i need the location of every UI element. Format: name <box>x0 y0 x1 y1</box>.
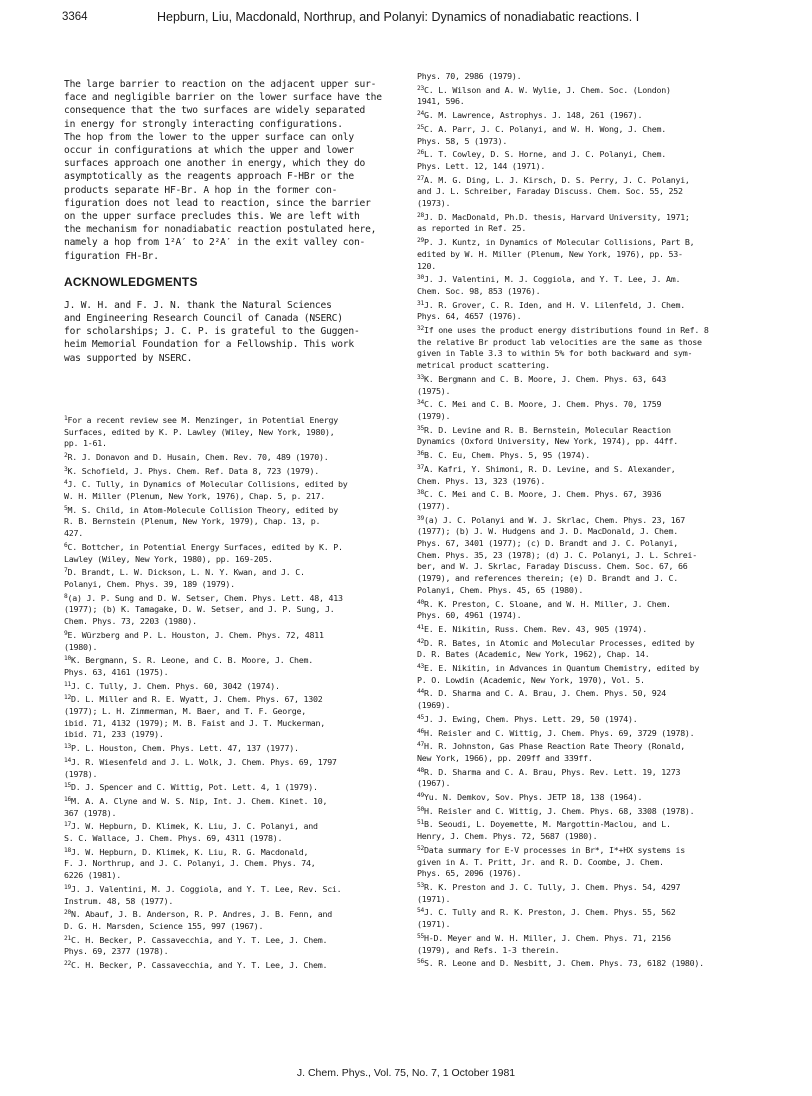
reference-text: J. D. MacDonald, Ph.D. thesis, Harvard University, 1971; as reported in Ref. 25. <box>417 211 690 234</box>
reference-item <box>64 794 396 819</box>
reference-number: 49 <box>417 792 424 800</box>
reference-text: K. Schofield, J. Phys. Chem. Ref. Data 8, 723 (1979). <box>67 465 319 476</box>
reference-item <box>417 880 752 905</box>
reference-item <box>417 622 752 636</box>
reference-text: R. K. Preston and J. C. Tully, J. Chem. Phys. 54, 4297 (1971). <box>417 882 681 904</box>
reference-item <box>417 765 752 790</box>
reference-item <box>417 108 752 122</box>
reference-number: 10 <box>64 655 71 663</box>
reference-number: 24 <box>417 110 424 118</box>
reference-text: J. J. Valentini, M. J. Coggiola, and Y. T. Lee, Rev. Sci. Instrum. 48, 58 (1977). <box>64 883 342 906</box>
reference-item <box>64 755 396 780</box>
reference-item <box>417 956 752 970</box>
reference-number: 17 <box>64 821 71 829</box>
reference-item <box>417 462 752 487</box>
reference-text: C. C. Mei and C. B. Moore, J. Chem. Phys. 70, 1759 (1979). <box>417 399 662 421</box>
reference-number: 42 <box>417 637 424 645</box>
reference-text: E. Würzberg and P. L. Houston, J. Chem. Phys. 72, 4811 (1980). <box>64 629 324 652</box>
reference-item <box>64 933 396 958</box>
reference-item <box>417 122 752 147</box>
reference-number: 29 <box>417 237 424 245</box>
reference-number: 43 <box>417 663 424 671</box>
reference-text: H. R. Johnston, Gas Phase Reaction Rate Theory (Ronald, New York, 1966), pp. 209ff and 339ff. <box>417 741 685 763</box>
reference-number: 30 <box>417 274 424 282</box>
reference-text: J. R. Wiesenfeld and J. L. Wolk, J. Chem. Phys. 69, 1797 (1978). <box>64 756 337 779</box>
reference-item <box>417 739 752 764</box>
reference-number: 36 <box>417 450 424 458</box>
reference-text: C. H. Becker, P. Cassavecchia, and Y. T. Lee, J. Chem. <box>70 960 328 971</box>
reference-item <box>417 931 752 956</box>
reference-number: 54 <box>417 907 424 915</box>
reference-number: 26 <box>417 149 424 157</box>
reference-text: J. C. Tully, J. Chem. Phys. 60, 3042 (1974). <box>70 680 280 691</box>
reference-text: K. Bergmann and C. B. Moore, J. Chem. Phys. 63, 643 (1975). <box>417 373 666 396</box>
reference-item <box>64 882 396 907</box>
reference-text: B. Seoudi, L. Doyemette, M. Margottin-Maclou, and L. Henry, J. Chem. Phys. 72, 5687 (1980). <box>417 819 671 842</box>
reference-number: 38 <box>417 489 424 497</box>
running-title: Hepburn, Liu, Macdonald, Northrup, and Polanyi: Dynamics of nonadiabatic reactions. I <box>157 10 640 24</box>
reference-text: R. D. Sharma and C. A. Brau, Phys. Rev. Lett. 19, 1273 (1967). <box>417 766 681 789</box>
reference-item <box>64 679 396 693</box>
reference-item <box>417 147 752 172</box>
reference-item <box>417 272 752 297</box>
reference-text: Yu. N. Demkov, Sov. Phys. JETP 18, 138 (1964). <box>423 792 643 803</box>
reference-number: 44 <box>417 688 424 696</box>
reference-number: 25 <box>417 123 424 131</box>
reference-text: If one uses the product energy distributions found in Ref. 8 the relative Br product lab velocities are the same as those given in Table 3.3 to within 5% for both backward and sym- metrical product scattering. <box>417 325 709 371</box>
reference-number: 20 <box>64 909 71 917</box>
journal-citation: J. Chem. Phys., Vol. 75, No. 7, 1 October 1981 <box>296 1067 516 1079</box>
reference-item <box>417 686 752 711</box>
reference-text: S. R. Leone and D. Nesbitt, J. Chem. Phys. 73, 6182 (1980). <box>423 958 704 969</box>
reference-item <box>64 503 396 540</box>
reference-number: 56 <box>417 958 424 966</box>
reference-item <box>64 540 396 565</box>
reference-item <box>417 298 752 323</box>
reference-text: Phys. 70, 2986 (1979). <box>417 71 522 81</box>
reference-item <box>417 636 752 661</box>
reference-item <box>417 69 752 83</box>
reference-text: D. L. Miller and R. E. Wyatt, J. Chem. Phys. 67, 1302 (1977); L. H. Zimmerman, M. Baer, and T. F. George, ibid. 71, 4132 (1979); M. B. Faist and J. T. Muckerman, ibid. 71, 233 (1979). <box>64 694 325 740</box>
reference-text: D. Brandt, L. W. Dickson, L. N. Y. Kwan, and J. C. Polanyi, Chem. Phys. 39, 189 (1979). <box>64 567 305 589</box>
body-text <box>64 78 396 263</box>
reference-item <box>417 210 752 235</box>
reference-number: 32 <box>417 325 424 333</box>
reference-number: 11 <box>64 680 71 688</box>
reference-number: 50 <box>417 805 424 813</box>
reference-text: H-D. Meyer and W. H. Miller, J. Chem. Phys. 71, 2156 (1979), and Refs. 1-3 therein. <box>417 932 671 955</box>
reference-item <box>417 905 752 930</box>
reference-text: R. D. Sharma and C. A. Brau, J. Chem. Phys. 50, 924 (1969). <box>417 688 666 711</box>
reference-number: 23 <box>417 84 424 92</box>
reference-text: For a recent review see M. Menzinger, in Potential Energy Surfaces, edited by K. P. Lawley (Wiley, New York, 1980), pp. 1-61. <box>64 414 338 449</box>
reference-item <box>64 628 396 653</box>
reference-item <box>64 907 396 932</box>
page-number: 3364 <box>62 11 88 23</box>
reference-number: 7 <box>64 567 68 575</box>
left-column <box>64 78 396 972</box>
page-header <box>62 11 762 29</box>
reference-item <box>417 817 752 842</box>
reference-text: E. E. Nikitin, Russ. Chem. Rev. 43, 905 (1974). <box>423 623 647 634</box>
reference-number: 4 <box>64 479 68 487</box>
reference-item <box>64 450 396 464</box>
reference-text: P. L. Houston, Chem. Phys. Lett. 47, 137 (1977). <box>70 743 299 754</box>
reference-text: M. A. A. Clyne and W. S. Nip, Int. J. Chem. Kinet. 10, 367 (1978). <box>64 795 328 818</box>
reference-text: A. M. G. Ding, L. J. Kirsch, D. S. Perry, J. C. Polanyi, and J. L. Schreiber, Faraday Discuss. Chem. Soc. 55, 252 (1973). <box>417 174 690 209</box>
reference-number: 45 <box>417 713 424 721</box>
reference-number: 5 <box>64 504 68 512</box>
reference-item <box>417 661 752 686</box>
reference-number: 47 <box>417 741 424 749</box>
reference-number: 14 <box>64 756 71 764</box>
reference-number: 28 <box>417 211 424 219</box>
reference-item <box>417 712 752 726</box>
reference-item <box>64 692 396 741</box>
reference-number: 13 <box>64 743 71 751</box>
right-column <box>417 69 752 970</box>
reference-text: B. C. Eu, Chem. Phys. 5, 95 (1974). <box>423 450 591 461</box>
reference-text: D. J. Spencer and C. Wittig, Pot. Lett. 4, 1 (1979). <box>70 782 318 793</box>
reference-number: 46 <box>417 727 424 735</box>
reference-number: 22 <box>64 960 71 968</box>
reference-number: 34 <box>417 399 424 407</box>
reference-text: G. M. Lawrence, Astrophys. J. 148, 261 (1967). <box>423 110 643 121</box>
reference-number: 16 <box>64 795 71 803</box>
reference-number: 3 <box>64 465 68 473</box>
reference-number: 37 <box>417 463 424 471</box>
reference-number: 6 <box>64 541 68 549</box>
reference-item <box>64 477 396 502</box>
reference-text: H. Reisler and C. Wittig, J. Chem. Phys. 69, 3729 (1978). <box>423 727 695 738</box>
reference-number: 53 <box>417 882 424 889</box>
reference-item <box>64 464 396 478</box>
reference-number: 1 <box>64 414 68 422</box>
reference-item <box>64 819 396 844</box>
reference-item <box>417 83 752 108</box>
reference-item <box>417 173 752 210</box>
reference-item <box>64 780 396 794</box>
reference-text: E. E. Nikitin, in Advances in Quantum Chemistry, edited by P. O. Lowdin (Academic, New York, 1970), Vol. 5. <box>417 663 700 685</box>
reference-text: R. K. Preston, C. Sloane, and W. H. Miller, J. Chem. Phys. 60, 4961 (1974). <box>417 598 671 621</box>
reference-text: H. Reisler and C. Wittig, J. Chem. Phys. 68, 3308 (1978). <box>423 805 695 816</box>
reference-item <box>417 843 752 880</box>
reference-item <box>64 741 396 755</box>
reference-text: C. L. Wilson and A. W. Wylie, J. Chem. Soc. (London) 1941, 596. <box>417 84 671 107</box>
reference-item <box>64 653 396 678</box>
reference-number: 52 <box>417 844 424 852</box>
reference-text: N. Abauf, J. B. Anderson, R. P. Andres, J. B. Fenn, and D. G. H. Marsden, Science 155, 997 (1967). <box>64 909 332 931</box>
reference-number: 41 <box>417 623 424 631</box>
reference-item <box>417 790 752 804</box>
reference-text: J. R. Grover, C. R. Iden, and H. V. Lilenfeld, J. Chem. Phys. 64, 4657 (1976). <box>417 299 685 322</box>
reference-number: 19 <box>64 883 71 891</box>
reference-text: K. Bergmann, S. R. Leone, and C. B. Moore, J. Chem. Phys. 63, 4161 (1975). <box>64 655 313 677</box>
reference-text: M. S. Child, in Atom-Molecule Collision Theory, edited by R. B. Bernstein (Plenum, New York, 1979), Chap. 13, p. 427. <box>64 504 338 539</box>
reference-number: 40 <box>417 598 424 606</box>
reference-text: R. D. Levine and R. B. Bernstein, Molecular Reaction Dynamics (Oxford University, New York, 1974), pp. 44ff. <box>417 424 678 447</box>
paragraph: The large barrier to reaction on the adjacent upper sur- face and negligible barrier on the lower surface have the consequence that the two surfaces are widely separated in energy for strongly interacting configurations. <box>64 79 382 130</box>
reference-text: J. C. Tully and R. K. Preston, J. Chem. Phys. 55, 562 (1971). <box>417 907 676 930</box>
reference-number: 8 <box>64 592 68 600</box>
reference-text: R. J. Donavon and D. Husain, Chem. Rev. 70, 489 (1970). <box>67 451 329 462</box>
reference-number: 33 <box>417 373 424 381</box>
reference-item <box>64 958 396 972</box>
reference-text: P. J. Kuntz, in Dynamics of Molecular Collisions, Part B, edited by W. H. Miller (Plenum, New York, 1976), pp. 53- 120. <box>417 237 695 271</box>
reference-item <box>417 804 752 818</box>
reference-item <box>417 448 752 462</box>
reference-text: J. J. Valentini, M. J. Coggiola, and Y. T. Lee, J. Am. Chem. Soc. 98, 853 (1976). <box>417 274 681 296</box>
reference-text: C. C. Mei and C. B. Moore, J. Chem. Phys. 67, 3936 (1977). <box>417 489 662 511</box>
acknowledgments-heading: ACKNOWLEDGMENTS <box>64 274 198 289</box>
reference-item <box>64 845 396 882</box>
reference-item <box>64 565 396 590</box>
reference-number: 12 <box>64 694 71 702</box>
acknowledgments-text: J. W. H. and F. J. N. thank the Natural Sciences and Engineering Research Council of Canada (NSERC) for scholarships; J. C. P. is grateful to the Guggen- heim Memorial Foundation for a Fellowship. This work was supported by NSERC. <box>64 299 360 364</box>
reference-list-right <box>417 69 752 970</box>
reference-item <box>417 726 752 740</box>
reference-text: L. T. Cowley, D. S. Horne, and J. C. Polanyi, Chem. Phys. Lett. 12, 144 (1971). <box>417 149 666 171</box>
reference-number: 55 <box>417 932 424 940</box>
reference-item <box>417 323 752 372</box>
reference-number: 21 <box>64 934 71 942</box>
reference-number: 15 <box>64 782 71 790</box>
reference-text: J. W. Hepburn, D. Klimek, K. Liu, J. C. Polanyi, and S. C. Wallace, J. Chem. Phys. 69, 4311 (1978). <box>64 821 318 844</box>
reference-text: Data summary for E-V processes in Br*, I*+HX systems is given in A. T. Pritt, Jr. and R. D. Coombe, J. Chem. Phys. 65, 2096 (1976). <box>417 844 685 879</box>
reference-text: (a) J. C. Polanyi and W. J. Skrlac, Chem. Phys. 23, 167 (1977); (b) J. W. Hudgens and J. D. MacDonald, J. Chem. Phys. 67, 3401 (1977); (c) D. Brandt and J. C. Polanyi, Chem. Phys. 35, 23 (1978); (d) J. C. Polanyi, J. L. Schrei- ber, and W. J. Skrlac, Faraday Discuss. Chem. Soc. 67, 66 (1979), and references therein; (e) D. Brandt and J. C. Polanyi, Chem. Phys. 45, 65 (1980). <box>417 514 697 595</box>
reference-number: 31 <box>417 299 424 307</box>
reference-text: D. R. Bates, in Atomic and Molecular Processes, edited by D. R. Bates (Academic, New York, 1962), Chap. 14. <box>417 637 695 660</box>
reference-number: 18 <box>64 846 71 854</box>
reference-number: 27 <box>417 174 424 182</box>
reference-text: C. A. Parr, J. C. Polanyi, and W. H. Wong, J. Chem. Phys. 58, 5 (1973). <box>417 123 666 146</box>
reference-item <box>64 413 396 450</box>
reference-number: 9 <box>64 629 68 637</box>
reference-text: J. W. Hepburn, D. Klimek, K. Liu, R. G. Macdonald, F. J. Northrup, and J. C. Polanyi, J. Chem. Phys. 74, 6226 (1981). <box>64 846 316 881</box>
reference-item <box>417 372 752 397</box>
reference-item <box>417 397 752 422</box>
reference-item <box>417 487 752 512</box>
reference-text: C. Bottcher, in Potential Energy Surfaces, edited by K. P. Lawley (Wiley, New York, 1980), pp. 169-205. <box>64 541 343 564</box>
reference-item <box>417 423 752 448</box>
reference-number: 2 <box>64 451 68 459</box>
reference-text: (a) J. P. Sung and D. W. Setser, Chem. Phys. Lett. 48, 413 (1977); (b) K. Tamagake, D. W. Setser, and J. P. Sung, J. Chem. Phys. 73, 2203 (1980). <box>64 592 343 627</box>
reference-item <box>417 235 752 272</box>
reference-list-left <box>64 413 396 972</box>
reference-item <box>64 591 396 628</box>
reference-text: J. C. Tully, in Dynamics of Molecular Collisions, edited by W. H. Miller (Plenum, New York, 1976), Chap. 5, p. 217. <box>64 479 348 502</box>
reference-number: 51 <box>417 819 424 827</box>
reference-text: J. J. Ewing, Chem. Phys. Lett. 29, 50 (1974). <box>423 713 638 724</box>
reference-item <box>417 597 752 622</box>
reference-number: 35 <box>417 424 424 432</box>
paragraph: The hop from the lower to the upper surface can only occur in configurations at which the upper and lower surfaces approach one another in energy, which they do asymptotically as the reagents approach F-HBr or the products separate HF-Br. A hop in the former con- figuration does not lead to reaction, since the barrier on the upper surface precludes this. We are left with the mechanism for nonadiabatic reaction postulated here, namely a hop from 1²A′ to 2²A′ in the exit valley con- figuration FH-Br. <box>64 131 377 262</box>
reference-text: C. H. Becker, P. Cassavecchia, and Y. T. Lee, J. Chem. Phys. 69, 2377 (1978). <box>64 934 328 957</box>
reference-text: A. Kafri, Y. Shimoni, R. D. Levine, and S. Alexander, Chem. Phys. 13, 323 (1976). <box>417 463 676 486</box>
reference-number: 39 <box>417 514 424 522</box>
reference-number: 48 <box>417 766 424 774</box>
reference-item <box>417 513 752 597</box>
